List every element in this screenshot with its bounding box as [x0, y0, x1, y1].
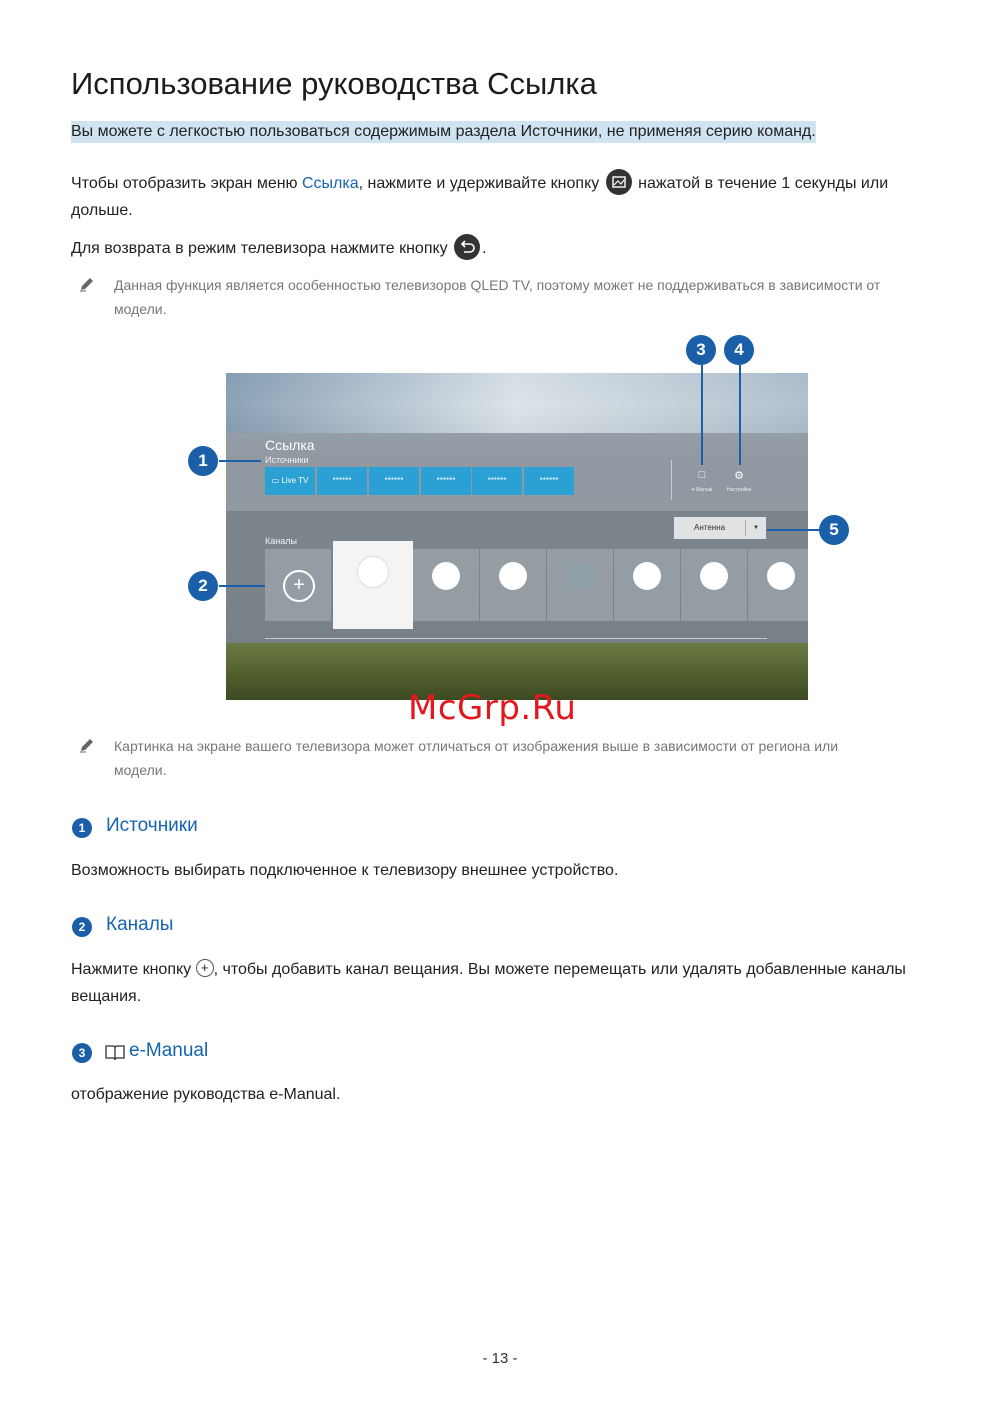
section-text — [71, 956, 951, 1010]
channels-scrollbar[interactable] — [265, 638, 767, 639]
return-button-icon — [454, 234, 480, 260]
callout-5: 5 — [819, 515, 849, 545]
plus-circle-icon: + — [196, 959, 214, 977]
source-tile[interactable]: ****** — [317, 467, 367, 495]
plus-icon: + — [283, 570, 315, 602]
page-number: - 13 - — [482, 1350, 518, 1367]
section-number: 2 — [72, 917, 92, 937]
antenna-dropdown[interactable] — [674, 517, 766, 539]
tv-screenshot — [226, 373, 808, 700]
section-text: Возможность выбирать подключенное к телевизору внешнее устройство. — [71, 862, 619, 879]
note2-line1: Картинка на экране вашего телевизора может отличаться от изображения выше в зависимости от региона или — [114, 738, 839, 754]
para1-middle: , нажмите и удерживайте кнопку — [358, 175, 604, 192]
section-number: 1 — [72, 818, 92, 838]
pencil-icon — [79, 737, 95, 753]
tv-title: Ссылка — [265, 437, 315, 453]
section-number: 3 — [72, 1043, 92, 1063]
channel-logo — [700, 562, 728, 590]
pencil-icon — [79, 276, 95, 292]
add-channel-tile[interactable] — [265, 549, 331, 621]
source-tile[interactable]: ****** — [472, 467, 522, 495]
callout-line-5 — [767, 529, 819, 531]
channels-label: Каналы — [265, 536, 297, 546]
note2-line2: модели. — [114, 762, 167, 778]
para2-before: Для возврата в режим телевизора нажмите кнопку — [71, 240, 453, 257]
note-qled — [114, 273, 934, 321]
channel-tile[interactable] — [748, 549, 808, 621]
channel-logo — [357, 556, 389, 588]
note1-line1: Данная функция является особенностью телевизоров QLED TV, поэтому может не поддерживаться в зависимости от — [114, 277, 881, 293]
para1-before: Чтобы отобразить экран меню — [71, 175, 302, 192]
divider — [671, 460, 672, 500]
note1-line2: модели. — [114, 301, 167, 317]
settings-label: Настройки — [726, 487, 752, 493]
remote-button-icon — [606, 169, 632, 195]
book-icon[interactable]: □ — [698, 469, 706, 481]
source-tile[interactable]: ****** — [369, 467, 419, 495]
emanual-label: e-Manual — [691, 487, 713, 493]
watermark: McGrp.Ru — [408, 688, 577, 728]
source-tile[interactable]: ****** — [524, 467, 574, 495]
channel-logo — [633, 562, 661, 590]
section2-text-line2: вещания. — [71, 988, 142, 1005]
channel-logo — [432, 562, 460, 590]
section-title-channels: Каналы — [106, 914, 174, 935]
instruction-paragraph — [71, 170, 941, 224]
callout-3: 3 — [686, 335, 716, 365]
callout-line-2 — [219, 585, 265, 587]
callout-1: 1 — [188, 446, 218, 476]
highlighted-intro: Вы можете с легкостью пользоваться содержимым раздела Источники, не применяя серию команд. — [71, 121, 816, 143]
page-title: Использование руководства Ссылка — [71, 66, 597, 101]
channel-logo — [566, 562, 594, 590]
channel-logo — [767, 562, 795, 590]
channel-logo — [499, 562, 527, 590]
channel-tile[interactable] — [413, 549, 479, 621]
tv-sources-label: Источники — [265, 455, 309, 465]
channel-tile-focused[interactable] — [333, 541, 413, 629]
section-title-emanual: e-Manual — [129, 1040, 209, 1061]
antenna-value: Антенна — [694, 523, 726, 532]
callout-line-1 — [219, 460, 261, 462]
tv-small-icon: ▭ — [271, 476, 282, 485]
callout-4: 4 — [724, 335, 754, 365]
chevron-down-icon: ▼ — [745, 520, 766, 536]
section2-text-before: Нажмите кнопку — [71, 961, 196, 978]
channel-tile[interactable] — [547, 549, 613, 621]
callout-2: 2 — [188, 571, 218, 601]
section-title-sources: Источники — [106, 815, 198, 836]
callout-line-3 — [701, 365, 703, 465]
book-icon — [104, 1043, 126, 1068]
para2-after: . — [482, 240, 487, 257]
para1-after: нажатой в течение 1 секунды или — [633, 175, 889, 192]
link-ssylka: Ссылка — [302, 175, 359, 192]
channel-tile[interactable] — [480, 549, 546, 621]
gear-icon[interactable]: ⚙ — [734, 470, 744, 482]
section2-text-after: , чтобы добавить канал вещания. Вы можете перемещать или удалять добавленные каналы — [213, 961, 906, 978]
callout-line-4 — [739, 365, 741, 465]
source-live-tv[interactable]: ▭ Live TV — [265, 467, 315, 495]
tv-sky — [226, 373, 808, 433]
channel-tile[interactable] — [681, 549, 747, 621]
note-screen-differs — [114, 734, 934, 782]
source-tile[interactable]: ****** — [421, 467, 471, 495]
return-paragraph — [71, 235, 487, 262]
channel-tile[interactable] — [614, 549, 680, 621]
section-text: отображение руководства e-Manual. — [71, 1086, 341, 1103]
para1-line2: дольше. — [71, 202, 133, 219]
